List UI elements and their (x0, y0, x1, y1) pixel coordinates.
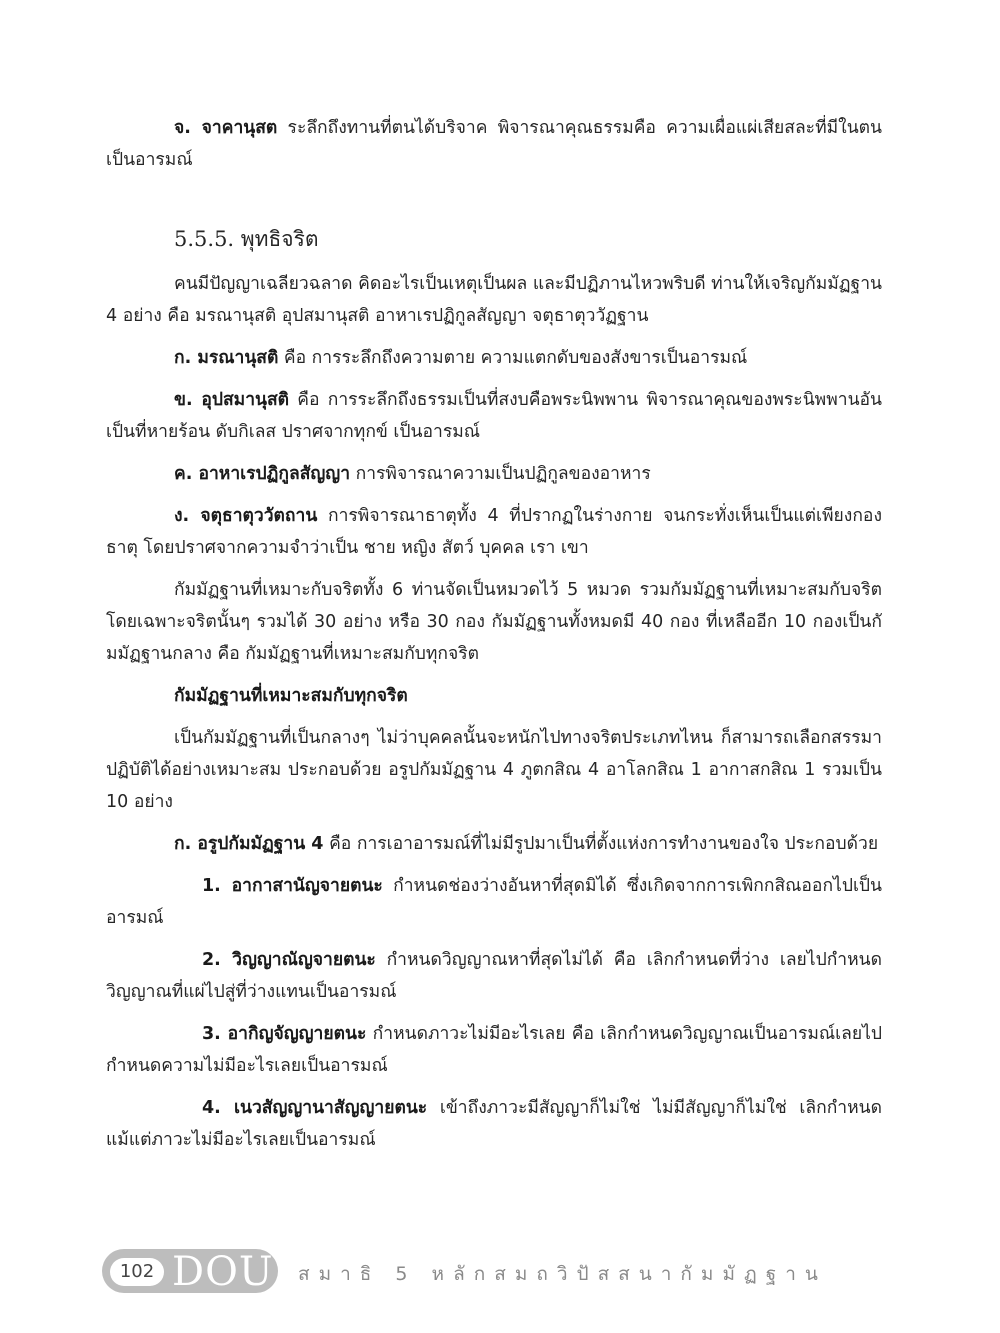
book-title: สมาธิ 5 หลักสมถวิปัสสนากัมมัฏฐาน (298, 1263, 827, 1285)
page-body (106, 112, 882, 1156)
term-ka: ก. มรณานุสติ (174, 348, 279, 368)
term-arupa: ก. อรูปกัมมัฏฐาน 4 (174, 834, 324, 854)
text-item4: เข้าถึงภาวะมีสัญญาก็ไม่ใช่ ไม่มีสัญญาก็ไม่ใช่ เลิกกำหนดแม้แต่ภาวะไม่มีอะไรเลยเป็นอารมณ์ (106, 1098, 882, 1150)
list-item-3 (106, 1018, 882, 1082)
text-kho2: การพิจารณาความเป็นปฏิกูลของอาหาร (350, 464, 651, 484)
term-item1: 1. อากาสานัญจายตนะ (202, 876, 383, 896)
text-arupa: คือ การเอาอารมณ์ที่ไม่มีรูปมาเป็นที่ตั้งแห่งการทำงานของใจ ประกอบด้วย (323, 834, 879, 854)
footer-badge (102, 1249, 278, 1293)
term-jaga: จ. จาคานุสต (174, 118, 278, 138)
text-ngo: การพิจารณาธาตุทั้ง 4 ที่ปรากฏในร่างกาย จนกระทั่งเห็นเป็นแต่เพียงกองธาตุ โดยปราศจากความจำว่าเป็น ชาย หญิง สัตว์ บุคคล เรา เขา (106, 506, 882, 558)
list-item-4 (106, 1092, 882, 1156)
paragraph-kho (106, 384, 882, 448)
text-item2: กำหนดวิญญาณหาที่สุดไม่ได้ คือ เลิกกำหนดที่ว่าง เลยไปกำหนดวิญญาณที่แผ่ไปสู่ที่ว่างแทนเป็นอารมณ์ (106, 950, 882, 1002)
paragraph-ngo (106, 500, 882, 564)
term-kho: ข. อุปสมานุสติ (174, 390, 290, 410)
paragraph-intro: คนมีปัญญาเฉลียวฉลาด คิดอะไรเป็นเหตุเป็นผล และมีปฏิภานไหวพริบดี ท่านให้เจริญกัมมัฏฐาน 4 อย่าง คือ มรณานุสติ อุปสมานุสติ อาหาเรปฏิกูลสัญญา จตุธาตุววัฏฐาน (106, 274, 882, 326)
term-kho2: ค. อาหาเรปฏิกูลสัญญา (174, 464, 351, 484)
text-item3: กำหนดภาวะไม่มีอะไรเลย คือ เลิกกำหนดวิญญาณเป็นอารมณ์เลยไปกำหนดความไม่มีอะไรเลยเป็นอารมณ์ (106, 1024, 882, 1076)
list-item-2 (106, 944, 882, 1008)
term-item4: 4. เนวสัญญานาสัญญายตนะ (202, 1098, 428, 1118)
paragraph-ka (106, 342, 882, 374)
term-item2: 2. วิญญาณัญจายตนะ (202, 950, 376, 970)
text-item1: กำหนดช่องว่างอันหาที่สุดมิได้ ซึ่งเกิดจากการเพิกกสิณออกไปเป็นอารมณ์ (106, 876, 882, 928)
subheading (106, 680, 882, 712)
subheading-text: กัมมัฏฐานที่เหมาะสมกับทุกจริต (174, 686, 408, 706)
text-jaga: ระลึกถึงทานที่ตนได้บริจาค พิจารณาคุณธรรมคือ ความเผื่อแผ่เสียสละที่มีในตนเป็นอารมณ์ (106, 118, 882, 170)
paragraph-jaga (106, 112, 882, 176)
term-ngo: ง. จตุธาตุววัตถาน (174, 506, 318, 526)
text-kho: คือ การระลึกถึงธรรมเป็นที่สงบคือพระนิพพาน พิจารณาคุณของพระนิพพานอันเป็นที่หายร้อน ดับกิเลส ปราศจากทุกข์ เป็นอารมณ์ (106, 390, 883, 442)
section-heading: 5.5.5. พุทธิจริต (174, 227, 319, 251)
paragraph-summary: กัมมัฏฐานที่เหมาะกับจริตทั้ง 6 ท่านจัดเป็นหมวดไว้ 5 หมวด รวมกัมมัฏฐานที่เหมาะสมกับจริตโดยเฉพาะจริตนั้นๆ รวมได้ 30 อย่าง หรือ 30 กอง กัมมัฏฐานทั้งหมดมี 40 กอง ที่เหลืออีก 10 กองเป็นกัมมัฏฐานกลาง คือ กัมมัฏฐานที่เหมาะสมกับทุกจริต (106, 580, 882, 664)
text-ka: คือ การระลึกถึงความตาย ความแตกดับของสังขารเป็นอารมณ์ (278, 348, 748, 368)
term-item3: 3. อากิญจัญญายตนะ (202, 1024, 367, 1044)
page-footer (102, 1245, 902, 1299)
paragraph-kho2 (106, 458, 882, 490)
paragraph-arupa (106, 828, 882, 860)
page-number: 102 (110, 1258, 164, 1286)
dou-logo: DOU (172, 1249, 274, 1295)
list-item-1 (106, 870, 882, 934)
paragraph-general: เป็นกัมมัฏฐานที่เป็นกลางๆ ไม่ว่าบุคคลนั้นจะหนักไปทางจริตประเภทไหน ก็สามารถเลือกสรรมาปฏิบัติได้อย่างเหมาะสม ประกอบด้วย อรูปกัมมัฏฐาน 4 ภูตกสิณ 4 อาโลกสิณ 1 อากาสกสิณ 1 รวมเป็น 10 อย่าง (106, 728, 882, 812)
